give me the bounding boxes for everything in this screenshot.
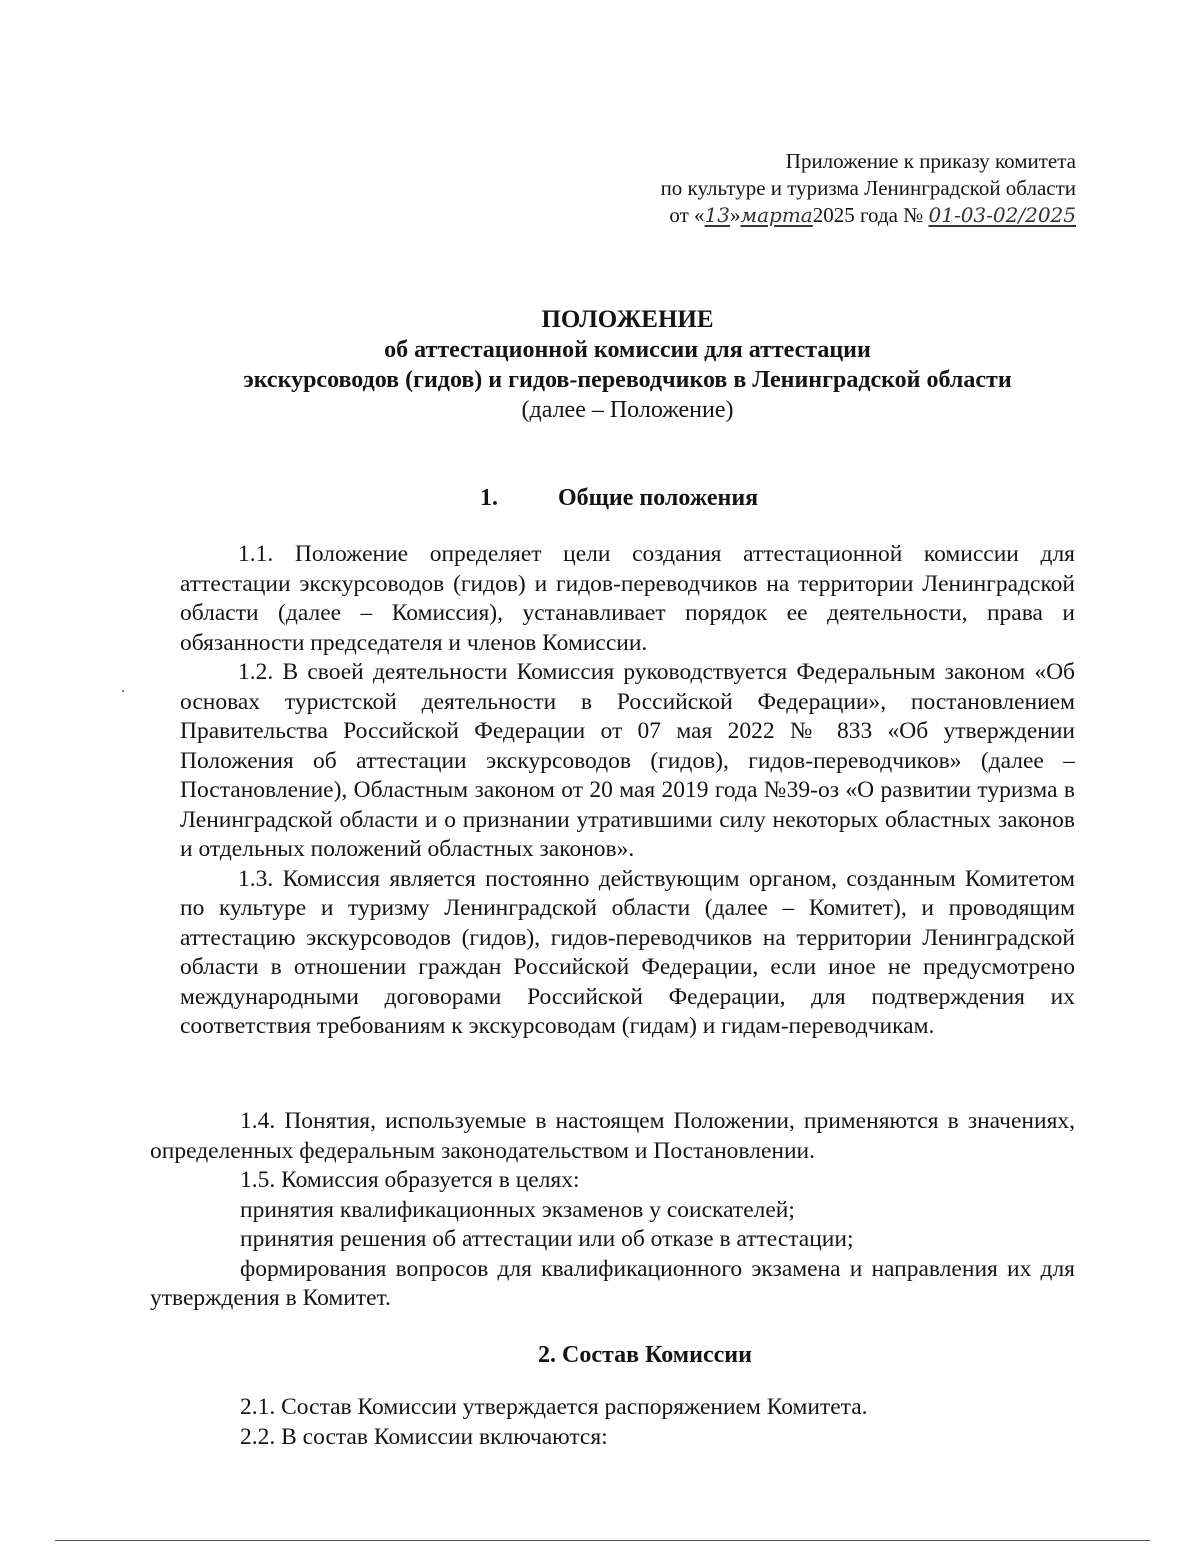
appendix-line-1: Приложение к приказу комитета [785,149,1076,173]
date-year: 2025 года № [812,203,924,227]
document-title-note: (далее – Положение) [521,397,734,423]
handwritten-day: 13 [704,203,731,227]
handwritten-month: марта [740,203,813,227]
paragraph-1-5: 1.5. Комиссия образуется в целях: [240,1167,580,1193]
section-1-title: Общие положения [558,485,759,511]
document-title-block [150,305,1105,425]
document-subtitle-2: экскурсоводов (гидов) и гидов-переводчиков в Ленинградской области [243,367,1012,393]
document-title: ПОЛОЖЕНИЕ [541,306,714,333]
document-subtitle-1: об аттестационной комиссии для аттестации [384,337,871,363]
paragraph-2-2: 2.2. В состав Комиссии включаются: [240,1423,608,1450]
date-mid: » [730,203,741,227]
list-item-1-5a: принятия квалификационных экзаменов у соискателей; [240,1196,795,1223]
section-1-number: 1. [480,485,498,511]
scan-speck [122,690,124,692]
appendix-line-3 [606,202,1076,229]
paragraph-2-1: 2.1. Состав Комиссии утверждается распоряжением Комитета. [240,1394,868,1420]
list-item-1-5b: принятия решения об аттестации или об отказе в аттестации; [240,1226,854,1252]
page-bottom-rule [55,1540,1150,1541]
paragraph-1-1: 1.1. Положение определяет цели создания аттестационной комиссии для аттестации экскурсоводов (гидов) и гидов-переводчиков на территории Ленинградской области (далее – Комиссия), устанавливает порядок ее деятельности, права и обязанности председателя и членов Комиссии. [180,541,1075,656]
handwritten-order-number: 01-03-02/2025 [928,203,1076,227]
section-1-body-continued [150,1107,1075,1314]
appendix-header [606,148,1076,229]
paragraph-1-4: 1.4. Понятия, используемые в настоящем Положении, применяются в значениях, определенных федеральным законодательством и Постановлении. [150,1108,1075,1164]
appendix-line-2: по культуре и туризма Ленинградской области [660,176,1076,200]
section-1-body [180,540,1075,1042]
date-prefix: от « [669,203,705,227]
section-2-title: 2. Состав Комиссии [538,1342,752,1368]
list-item-1-5c: формирования вопросов для квалификационного экзамена и направления их для утверждения в Комитет. [150,1255,1075,1311]
paragraph-1-2: 1.2. В своей деятельности Комиссия руководствуется Федеральным законом «Об основах туристской деятельности в Российской Федерации», постановлением Правительства Российской Федерации от 07 мая 2022 № 833 «Об утверждении Положения об аттестации экскурсоводов (гидов), гидов-переводчиков» (далее – Постановление), Областным законом от 20 мая 2019 года №39-оз «О развитии туризма в Ленинградской области и о признании утратившими силу некоторых областных законов и отдельных положений областных законов». [180,659,1075,862]
section-2-body [150,1393,1075,1452]
paragraph-1-3: 1.3. Комиссия является постоянно действующим органом, созданным Комитетом по культуре и туризму Ленинградской области (далее – Комитет), и проводящим аттестацию экскурсоводов (гидов), гидов-переводчиков на территории Ленинградской области в отношении граждан Российской Федерации, если иное не предусмотрено международными договорами Российской Федерации, для подтверждения их соответствия требованиям к экскурсоводам (гидам) и гидам-переводчикам. [180,865,1075,1039]
